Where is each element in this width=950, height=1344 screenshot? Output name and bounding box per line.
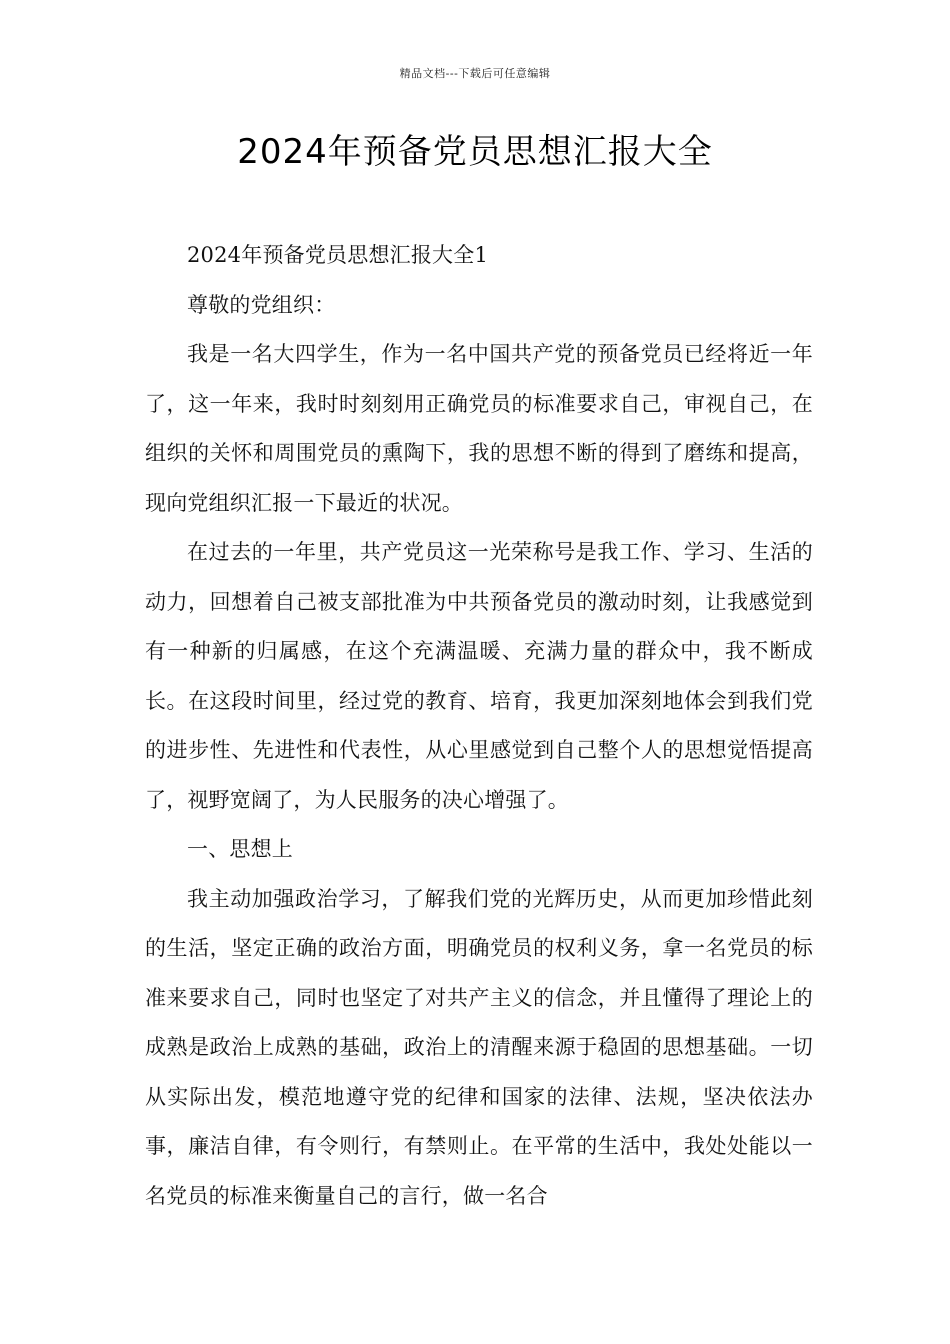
- paragraph-intro: 我是一名大四学生，作为一名中国共产党的预备党员已经将近一年了，这一年来，我时时刻刻用正确党员的标准要求自己，审视自己，在组织的关怀和周围党员的熏陶下，我的思想不断的得到了磨练和提高，现向党组织汇报一下最近的状况。: [145, 342, 813, 515]
- salutation: 尊敬的党组织：: [187, 292, 336, 317]
- header-note: 精品文档---下载后可任意编辑: [399, 67, 551, 80]
- paragraph-thought: 我主动加强政治学习，了解我们党的光辉历史，从而更加珍惜此刻的生活，坚定正确的政治方面，明确党员的权利义务，拿一名党员的标准来要求自己，同时也坚定了对共产主义的信念，并且懂得了理论上的成熟是政治上成熟的基础，政治上的清醒来源于稳固的思想基础。一切从实际出发，模范地遵守党的纪律和国家的法律、法规，坚决依法办事，廉洁自律，有令则行，有禁则止。在平常的生活中，我处处能以一名党员的标准来衡量自己的言行，做一名合: [145, 886, 813, 1208]
- document-title: 2024年预备党员思想汇报大全: [237, 132, 713, 172]
- document-body: [145, 231, 813, 1221]
- subheading-thought: 一、思想上: [187, 837, 293, 861]
- paragraph-past-year: 在过去的一年里，共产党员这一光荣称号是我工作、学习、生活的动力，回想着自己被支部批准为中共预备党员的激动时刻，让我感觉到有一种新的归属感，在这个充满温暖、充满力量的群众中，我不断成长。在这段时间里，经过党的教育、培育，我更加深刻地体会到我们党的进步性、先进性和代表性，从心里感觉到自己整个人的思想觉悟提高了，视野宽阔了，为人民服务的决心增强了。: [145, 540, 813, 812]
- section-heading: 2024年预备党员思想汇报大全1: [187, 243, 489, 267]
